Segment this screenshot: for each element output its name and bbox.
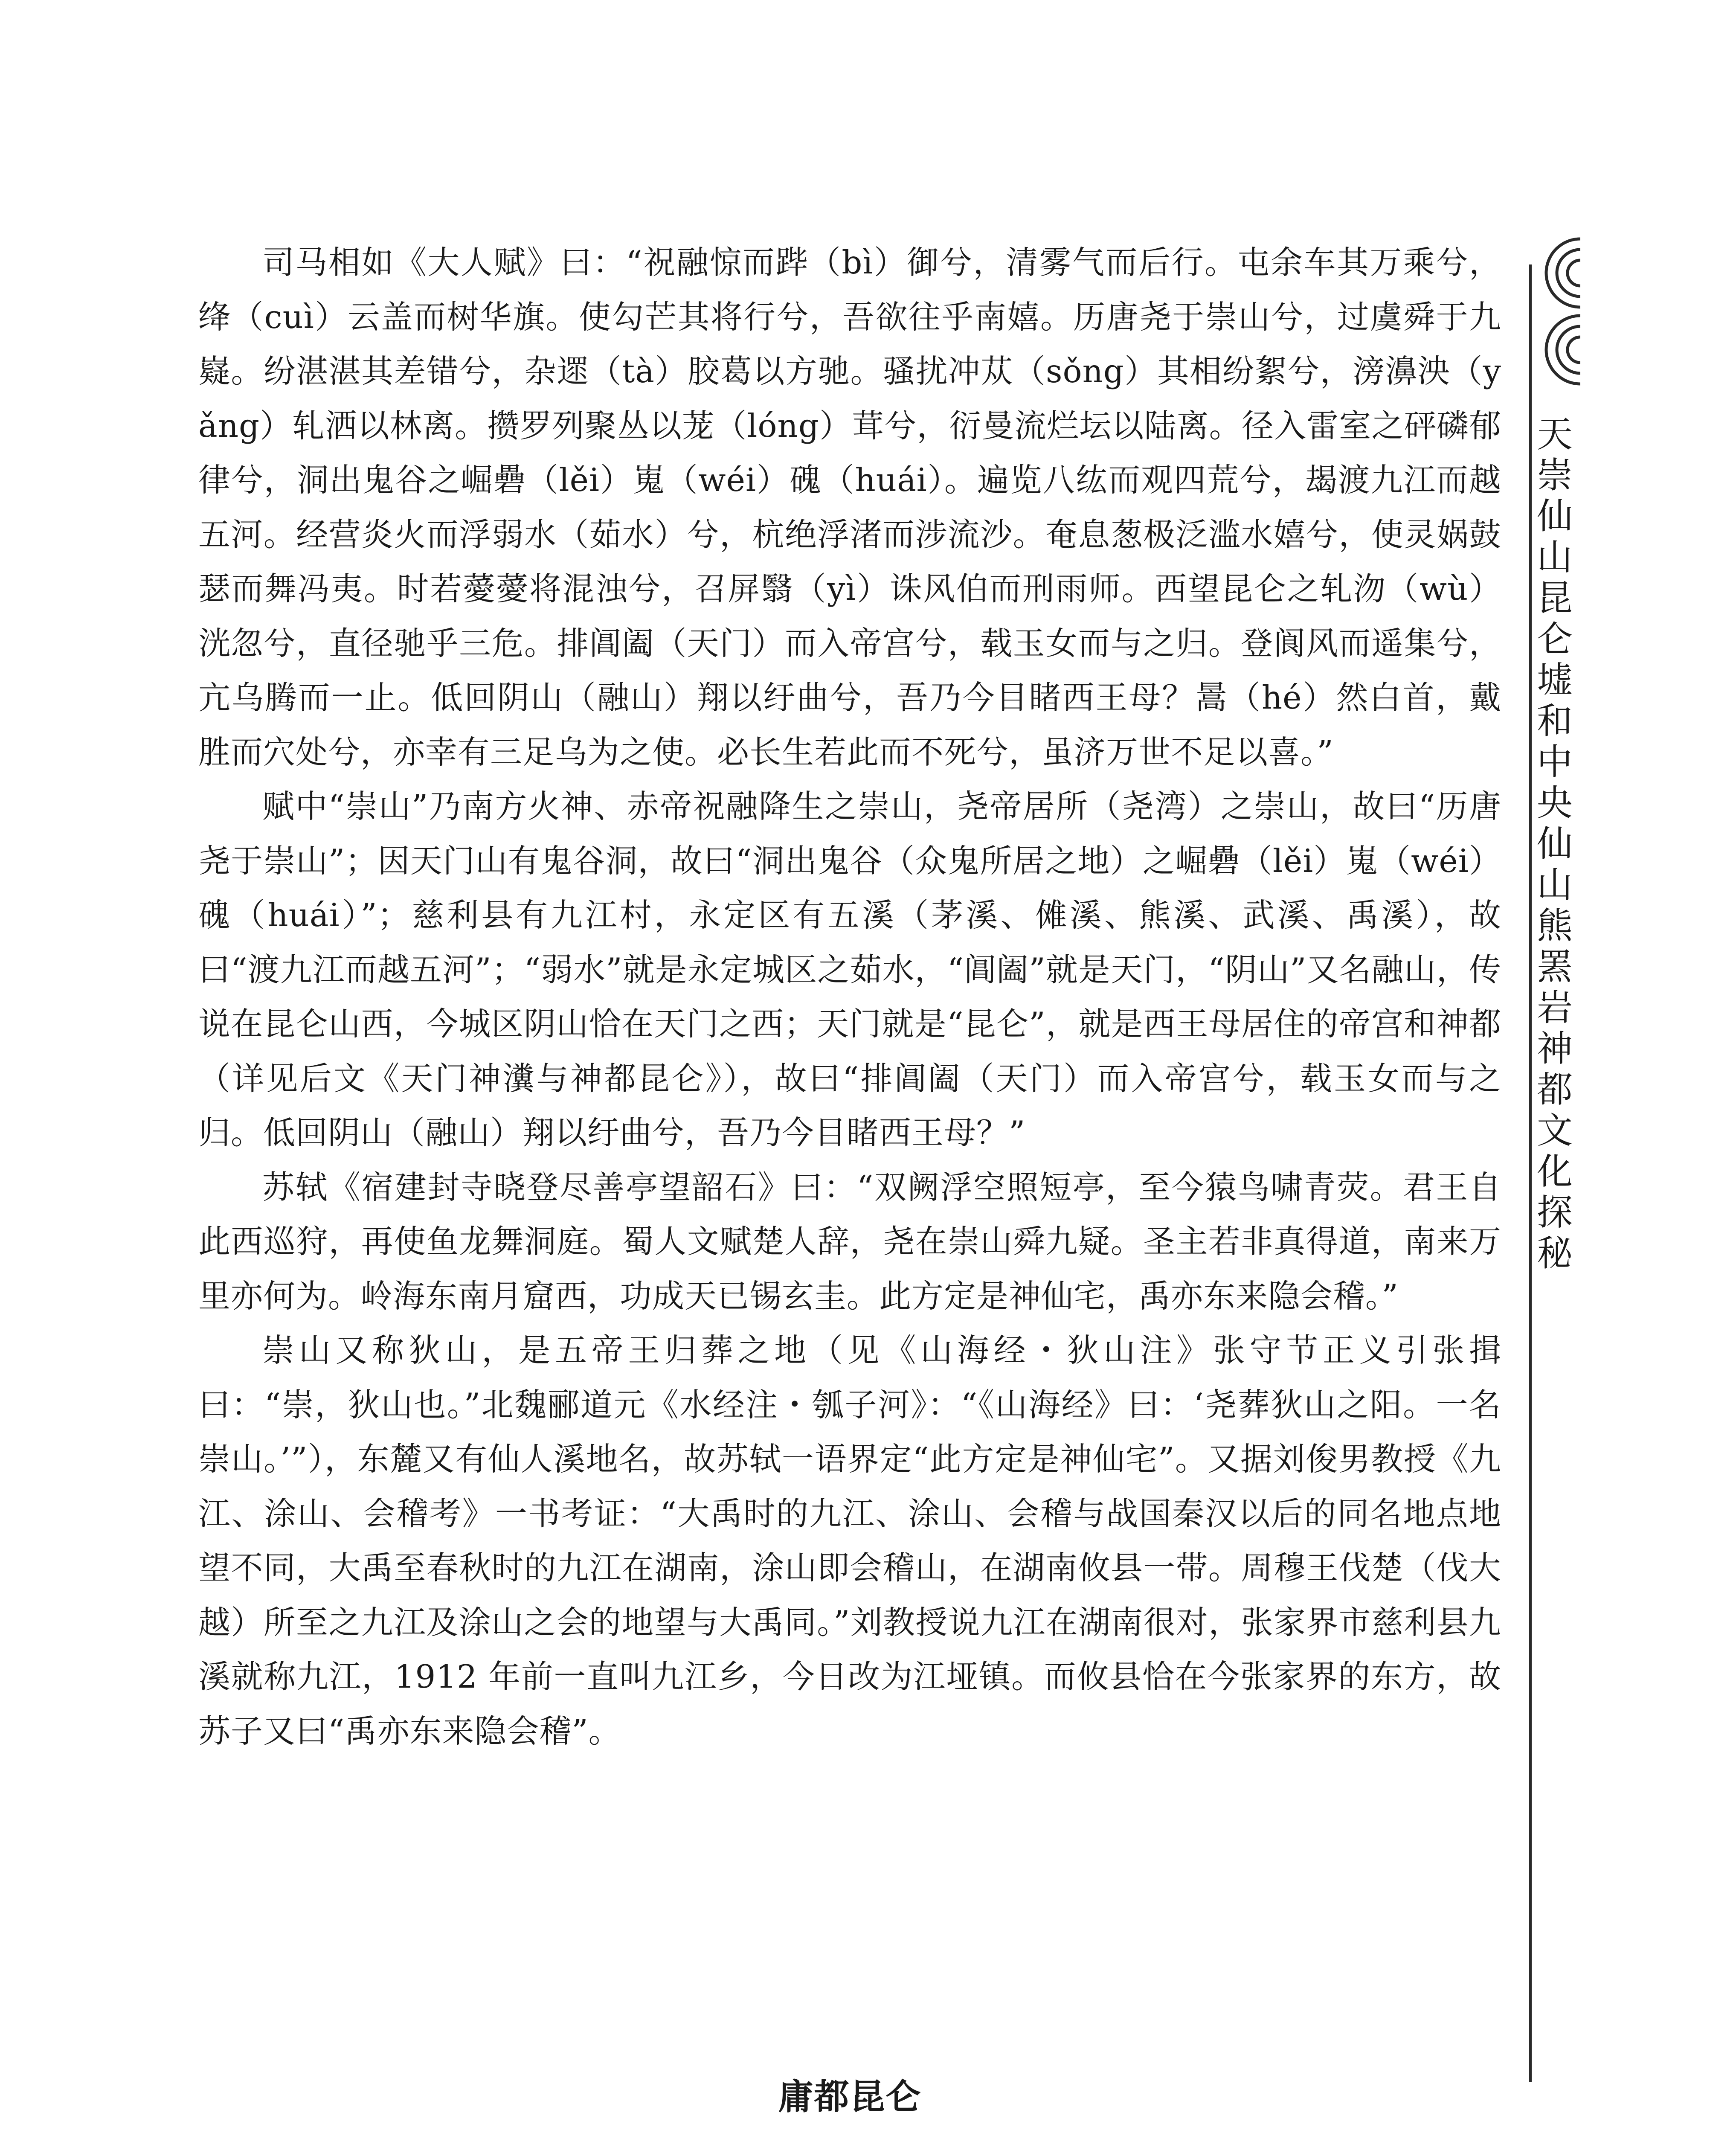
running-title: 天崇仙山昆仑墟和中央仙山熊罴岩神都文化探秘 [1536, 413, 1573, 1274]
paragraph-2: 赋中“崇山”乃南方火神、赤帝祝融降生之崇山，尧帝居所（尧湾）之崇山，故曰“历唐尧于崇山”；因天门山有鬼谷洞，故曰“洞出鬼谷（众鬼所居之地）之崛礨（lěi）嵬（wéi）磈（huái）”；慈利县有九江村，永定区有五溪（茅溪、傩溪、熊溪、武溪、禹溪），故曰“渡九江而越五河”；“弱水”就是永定城区之茹水，“阊阖”就是天门，“阴山”又名融山，传说在昆仑山西，今城区阴山恰在天门之西；天门就是“昆仑”，就是西王母居住的帝宫和神都（详见后文《天门神瀵与神都昆仑》），故曰“排阊阖（天门）而入帝宫兮，载玉女而与之归。低回阴山（融山）翔以纡曲兮，吾乃今目睹西王母？” [198, 788, 1501, 1151]
paragraph-3: 苏轼《宿建封寺晓登尽善亭望韶石》曰：“双阙浮空照短亭，至今猿鸟啸青荧。君王自此西巡狩，再使鱼龙舞洞庭。蜀人文赋楚人辞，尧在崇山舜九疑。圣主若非真得道，南来万里亦何为。岭海东南月窟西，功成天已锡玄圭。此方定是神仙宅，禹亦东来隐会稽。” [198, 1168, 1501, 1315]
cloud-ornament-icon [1516, 230, 1580, 410]
paragraph-4: 崇山又称狄山，是五帝王归葬之地（见《山海经・狄山注》张守节正义引张揖曰：“崇，狄山也。”北魏郦道元《水经注・瓠子河》：“《山海经》曰：‘尧葬狄山之阳。一名崇山。’”），东麓又有仙人溪地名，故苏轼一语界定“此方定是神仙宅”。又据刘俊男教授《九江、涂山、会稽考》一书考证：“大禹时的九江、涂山、会稽与战国秦汉以后的同名地点地望不同，大禹至春秋时的九江在湖南，涂山即会稽山，在湖南攸县一带。周穆王伐楚（伐大越）所至之九江及涂山之会的地望与大禹同。”刘教授说九江在湖南很对，张家界市慈利县九溪就称九江，1912 年前一直叫九江乡，今日改为江垭镇。而攸县恰在今张家界的东方，故苏子又曰“禹亦东来隐会稽”。 [198, 1331, 1501, 1750]
section-heading: 庸都昆仑 [778, 2077, 922, 2117]
margin-divider [1529, 264, 1532, 2082]
paragraph-1: 司马相如《大人赋》曰：“祝融惊而跸（bì）御兮，清雾气而后行。屯余车其万乘兮，绛（cuì）云盖而树华旗。使勾芒其将行兮，吾欲往乎南嬉。历唐尧于崇山兮，过虞舜于九嶷。纷湛湛其差错兮，杂遝（tà）胶葛以方驰。骚扰冲苁（sǒng）其相纷絮兮，滂濞泱（yǎng）轧洒以林离。攒罗列聚丛以茏（lóng）茸兮，衍曼流烂坛以陆离。径入雷室之砰磷郁律兮，洞出鬼谷之崛礨（lěi）嵬（wéi）磈（huái）。遍览八纮而观四荒兮，朅渡九江而越五河。经营炎火而浮弱水（茹水）兮，杭绝浮渚而涉流沙。奄息葱极泛滥水嬉兮，使灵娲鼓瑟而舞冯夷。时若薆薆将混浊兮，召屏翳（yì）诛风伯而刑雨师。西望昆仑之轧沕（wù）洸忽兮，直径驰乎三危。排阊阖（天门）而入帝宫兮，载玉女而与之归。登阆风而遥集兮，亢乌腾而一止。低回阴山（融山）翔以纡曲兮，吾乃今目睹西王母？暠（hé）然白首，戴胜而穴处兮，亦幸有三足乌为之使。必长生若此而不死兮，虽济万世不足以喜。” [198, 244, 1501, 771]
body-text [198, 235, 1501, 1758]
